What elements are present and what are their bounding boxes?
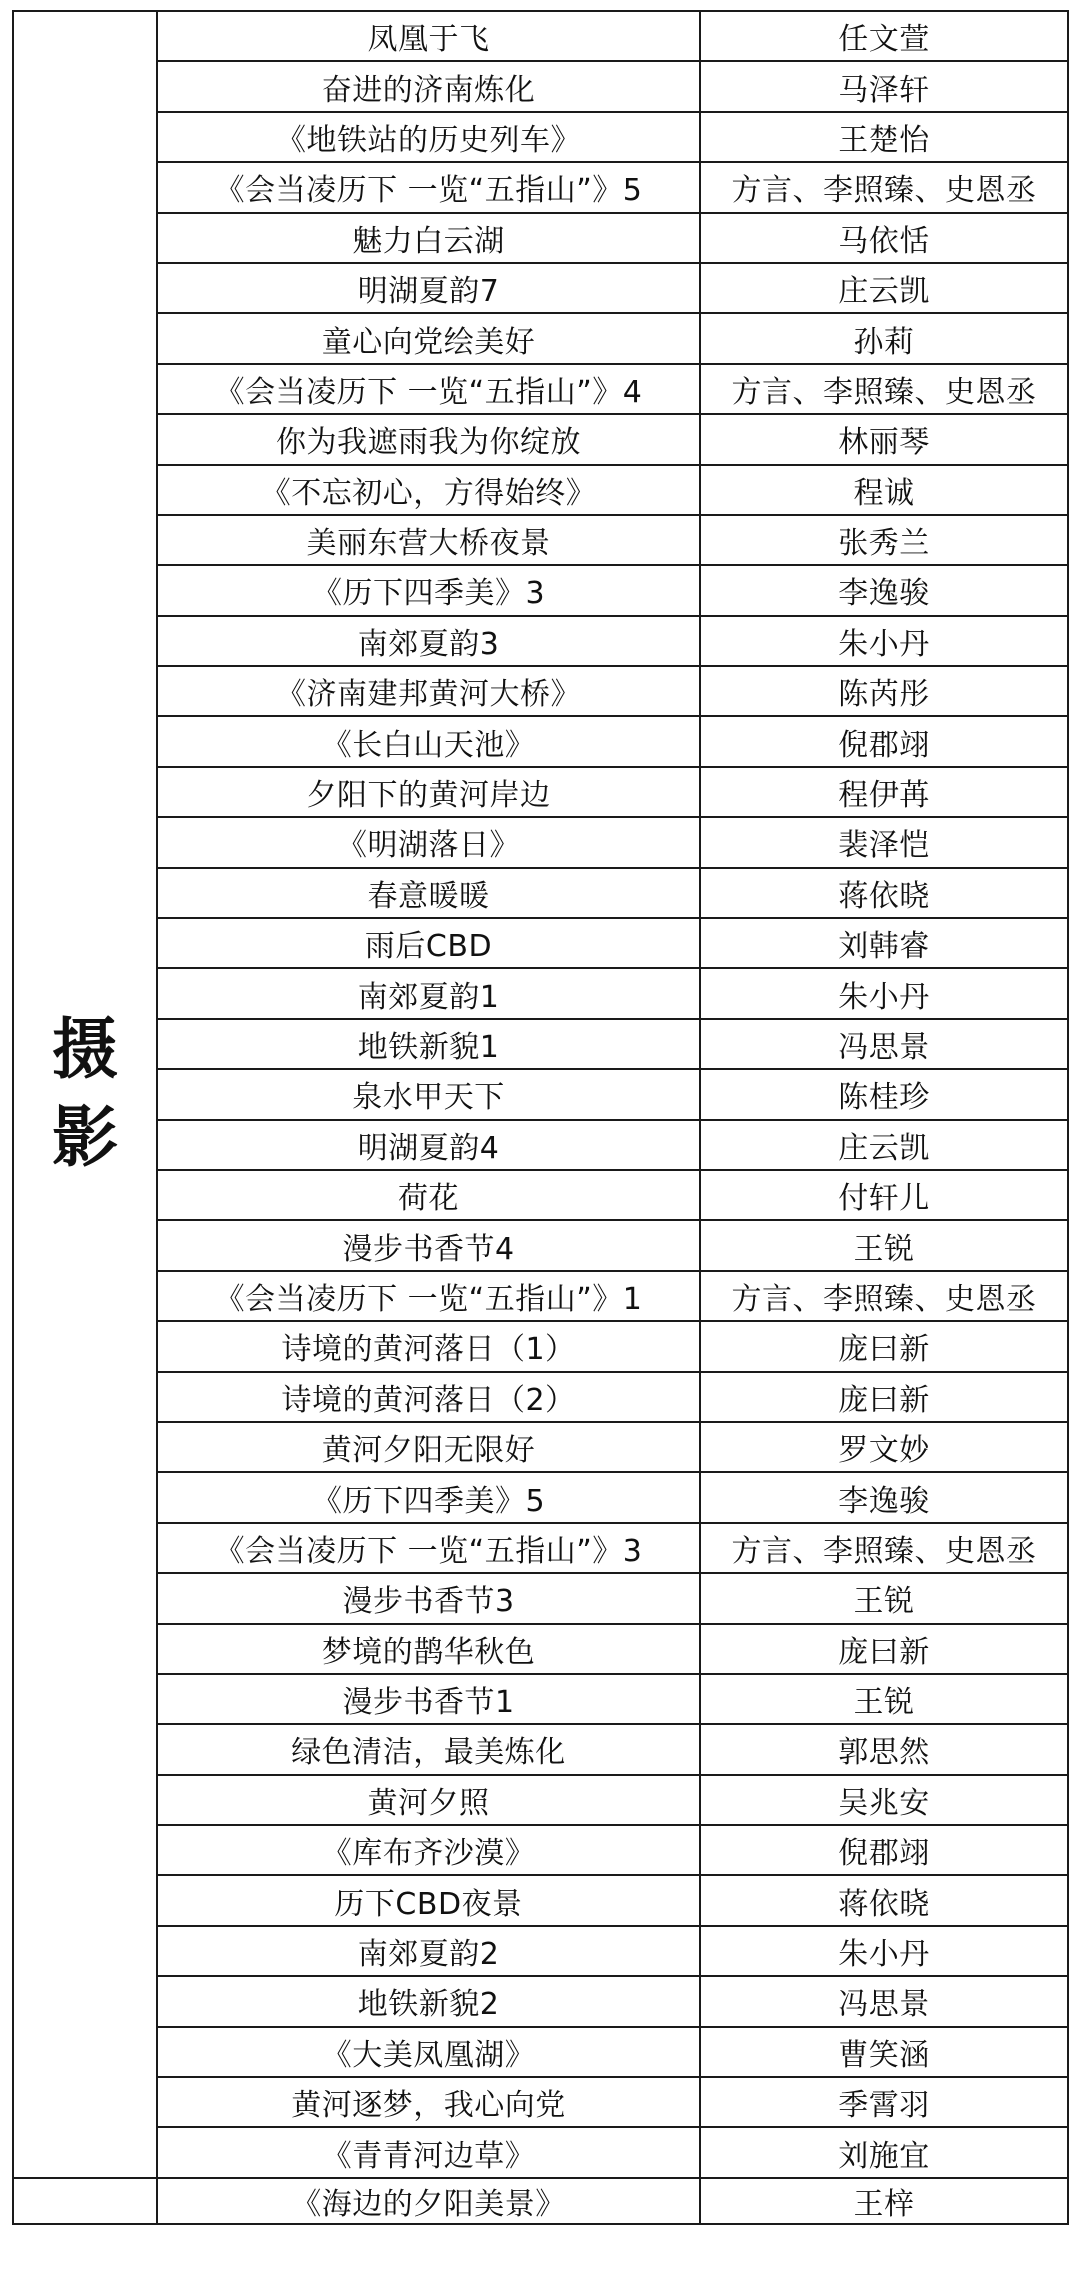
work-title-cell: 漫步书香节4 (157, 1220, 700, 1270)
author-cell: 刘施宜 (700, 2127, 1068, 2177)
table-row (13, 1976, 1068, 2026)
table-row (13, 1775, 1068, 1825)
work-title-cell: 《不忘初心，方得始终》 (157, 465, 700, 515)
category-cell-photography (13, 11, 157, 2178)
author-cell: 朱小丹 (700, 968, 1068, 1018)
work-title-cell: 《地铁站的历史列车》 (157, 112, 700, 162)
author-cell: 王梓 (700, 2178, 1068, 2224)
work-title-cell: 《大美凤凰湖》 (157, 2027, 700, 2077)
work-title-cell: 《济南建邦黄河大桥》 (157, 666, 700, 716)
category-cell-next (13, 2178, 157, 2224)
work-title-cell: 《会当凌历下 一览“五指山”》1 (157, 1271, 700, 1321)
work-title-cell: 历下CBD夜景 (157, 1875, 700, 1925)
category-char: 摄 (52, 1011, 118, 1089)
author-cell: 王楚怡 (700, 112, 1068, 162)
work-title-cell: 魅力白云湖 (157, 213, 700, 263)
author-cell: 倪郡翊 (700, 1825, 1068, 1875)
work-title-cell: 黄河夕照 (157, 1775, 700, 1825)
work-title-cell: 凤凰于飞 (157, 11, 700, 61)
work-title-cell: 地铁新貌2 (157, 1976, 700, 2026)
author-cell: 庄云凯 (700, 263, 1068, 313)
author-cell: 朱小丹 (700, 616, 1068, 666)
table-row (13, 868, 1068, 918)
table-row (13, 1624, 1068, 1674)
table-row (13, 616, 1068, 666)
work-title-cell: 《青青河边草》 (157, 2127, 700, 2177)
author-cell: 庄云凯 (700, 1120, 1068, 1170)
author-cell: 马泽轩 (700, 61, 1068, 111)
table-body (13, 11, 1068, 2224)
author-cell: 任文萱 (700, 11, 1068, 61)
work-title-cell: 黄河夕阳无限好 (157, 1422, 700, 1472)
table-row (13, 716, 1068, 766)
work-title-cell: 南郊夏韵3 (157, 616, 700, 666)
author-cell: 林丽琴 (700, 414, 1068, 464)
page-bottom-edge (0, 2266, 1080, 2270)
table-row (13, 263, 1068, 313)
author-cell: 朱小丹 (700, 1926, 1068, 1976)
author-cell: 陈芮彤 (700, 666, 1068, 716)
work-title-cell: 南郊夏韵1 (157, 968, 700, 1018)
table-row (13, 213, 1068, 263)
work-title-cell: 绿色清洁，最美炼化 (157, 1724, 700, 1774)
table-row (13, 1724, 1068, 1774)
author-cell: 孙莉 (700, 313, 1068, 363)
work-title-cell: 《会当凌历下 一览“五指山”》4 (157, 364, 700, 414)
table-row (13, 515, 1068, 565)
author-cell: 庞曰新 (700, 1372, 1068, 1422)
table-row (13, 1220, 1068, 1270)
author-cell: 冯思景 (700, 1976, 1068, 2026)
work-title-cell: 你为我遮雨我为你绽放 (157, 414, 700, 464)
category-char: 影 (52, 1099, 118, 1177)
table-row (13, 2127, 1068, 2177)
work-title-cell: 《会当凌历下 一览“五指山”》5 (157, 162, 700, 212)
table-row (13, 1271, 1068, 1321)
author-cell: 王锐 (700, 1674, 1068, 1724)
table-row (13, 2077, 1068, 2127)
work-title-cell: 《长白山天池》 (157, 716, 700, 766)
author-cell: 曹笑涵 (700, 2027, 1068, 2077)
work-title-cell: 漫步书香节3 (157, 1573, 700, 1623)
table-row (13, 1875, 1068, 1925)
author-cell: 庞曰新 (700, 1624, 1068, 1674)
table-row (13, 1069, 1068, 1119)
author-cell: 冯思景 (700, 1019, 1068, 1069)
work-title-cell: 黄河逐梦，我心向党 (157, 2077, 700, 2127)
author-cell: 蒋依晓 (700, 868, 1068, 918)
table-row (13, 1422, 1068, 1472)
table-row (13, 112, 1068, 162)
table-row (13, 364, 1068, 414)
table-row (13, 1019, 1068, 1069)
table-row (13, 1573, 1068, 1623)
author-cell: 吴兆安 (700, 1775, 1068, 1825)
author-cell: 裴泽恺 (700, 817, 1068, 867)
work-title-cell: 春意暖暖 (157, 868, 700, 918)
table-row (13, 1926, 1068, 1976)
table-row (13, 918, 1068, 968)
table-row (13, 666, 1068, 716)
author-cell: 郭思然 (700, 1724, 1068, 1774)
table-row (13, 1170, 1068, 1220)
author-cell: 程诚 (700, 465, 1068, 515)
table-row (13, 61, 1068, 111)
author-cell: 张秀兰 (700, 515, 1068, 565)
table-row (13, 1825, 1068, 1875)
author-cell: 李逸骏 (700, 565, 1068, 615)
work-title-cell: 美丽东营大桥夜景 (157, 515, 700, 565)
author-cell: 方言、李照臻、史恩丞 (700, 364, 1068, 414)
work-title-cell: 《库布齐沙漠》 (157, 1825, 700, 1875)
work-title-cell: 南郊夏韵2 (157, 1926, 700, 1976)
author-cell: 程伊苒 (700, 767, 1068, 817)
table-row (13, 313, 1068, 363)
author-cell: 刘韩睿 (700, 918, 1068, 968)
table-row (13, 1120, 1068, 1170)
table-row (13, 465, 1068, 515)
table-row (13, 1472, 1068, 1522)
work-title-cell: 漫步书香节1 (157, 1674, 700, 1724)
author-cell: 季霄羽 (700, 2077, 1068, 2127)
table-row (13, 767, 1068, 817)
table-row (13, 414, 1068, 464)
table-row (13, 1674, 1068, 1724)
work-title-cell: 梦境的鹊华秋色 (157, 1624, 700, 1674)
table-row (13, 817, 1068, 867)
author-cell: 付轩儿 (700, 1170, 1068, 1220)
author-cell: 方言、李照臻、史恩丞 (700, 162, 1068, 212)
table-row (13, 162, 1068, 212)
table-row (13, 2027, 1068, 2077)
work-title-cell: 明湖夏韵7 (157, 263, 700, 313)
author-cell: 蒋依晓 (700, 1875, 1068, 1925)
work-title-cell: 明湖夏韵4 (157, 1120, 700, 1170)
author-cell: 倪郡翊 (700, 716, 1068, 766)
work-title-cell: 《海边的夕阳美景》 (157, 2178, 700, 2224)
work-title-cell: 雨后CBD (157, 918, 700, 968)
work-title-cell: 荷花 (157, 1170, 700, 1220)
work-title-cell: 《历下四季美》5 (157, 1472, 700, 1522)
author-cell: 王锐 (700, 1220, 1068, 1270)
author-cell: 李逸骏 (700, 1472, 1068, 1522)
work-title-cell: 泉水甲天下 (157, 1069, 700, 1119)
work-title-cell: 童心向党绘美好 (157, 313, 700, 363)
table-row (13, 565, 1068, 615)
work-title-cell: 地铁新貌1 (157, 1019, 700, 1069)
author-cell: 方言、李照臻、史恩丞 (700, 1271, 1068, 1321)
work-title-cell: 夕阳下的黄河岸边 (157, 767, 700, 817)
table-row (13, 968, 1068, 1018)
author-cell: 罗文妙 (700, 1422, 1068, 1472)
author-cell: 王锐 (700, 1573, 1068, 1623)
work-title-cell: 奋进的济南炼化 (157, 61, 700, 111)
work-title-cell: 《明湖落日》 (157, 817, 700, 867)
author-cell: 方言、李照臻、史恩丞 (700, 1523, 1068, 1573)
table-row (13, 11, 1068, 61)
work-title-cell: 诗境的黄河落日（1） (157, 1321, 700, 1371)
author-cell: 陈桂珍 (700, 1069, 1068, 1119)
table-row (13, 1523, 1068, 1573)
table-row (13, 1372, 1068, 1422)
author-cell: 马依恬 (700, 213, 1068, 263)
table-row (13, 1321, 1068, 1371)
work-title-cell: 《会当凌历下 一览“五指山”》3 (157, 1523, 700, 1573)
award-table (12, 10, 1069, 2225)
table-row-partial (13, 2178, 1068, 2224)
author-cell: 庞曰新 (700, 1321, 1068, 1371)
work-title-cell: 诗境的黄河落日（2） (157, 1372, 700, 1422)
work-title-cell: 《历下四季美》3 (157, 565, 700, 615)
